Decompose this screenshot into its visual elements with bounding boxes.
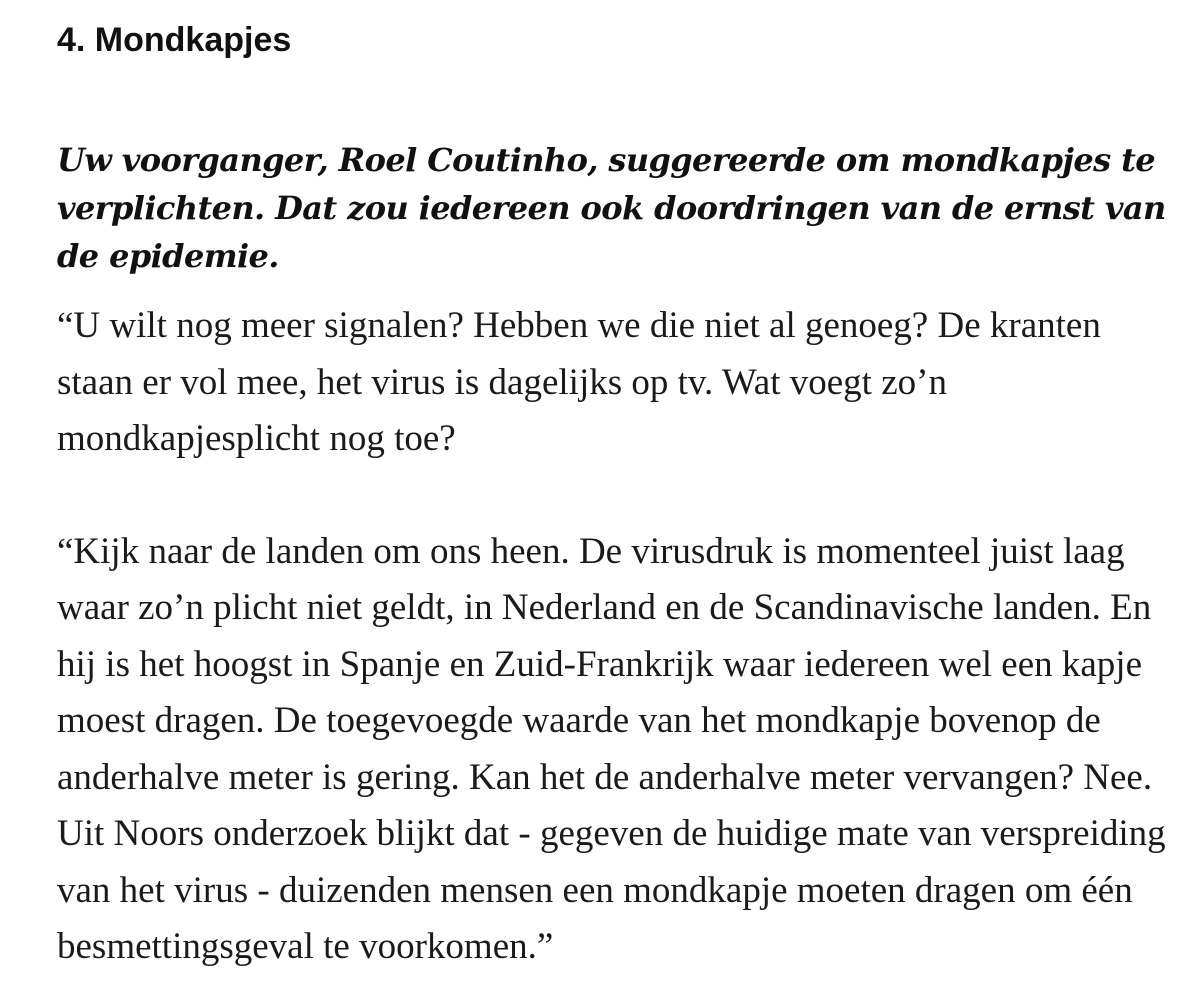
interview-question: Uw voorganger, Roel Coutinho, suggereerde om mondkapjes te verplichten. Dat zou iedereen ook doordringen van de ernst van de epidemie. (57, 141, 1166, 275)
article-body (57, 0, 1177, 976)
answer-paragraph: “Kijk naar de landen om ons heen. De virusdruk is momenteel juist laag waar zo’n plicht niet geldt, in Nederland en de Scandinavische landen. En hij is het hoogst in Spanje en Zuid-Frankrijk waar iedereen wel een kapje moest dragen. De toegevoegde waarde van het mondkapje bovenop de anderhalve meter is gering. Kan het de anderhalve meter vervangen? Nee. Uit Noors onderzoek blijkt dat - gegeven de huidige mate van verspreiding van het virus - duizenden mensen een mondkapje moeten dragen om één besmettingsgeval te voorkomen.” (57, 530, 1166, 967)
answer-paragraph: “U wilt nog meer signalen? Hebben we die niet al genoeg? De kranten staan er vol mee, het virus is dagelijks op tv. Wat voegt zo’n mondkapjesplicht nog toe? (57, 305, 1101, 459)
section-heading: 4. Mondkapjes (57, 21, 292, 59)
